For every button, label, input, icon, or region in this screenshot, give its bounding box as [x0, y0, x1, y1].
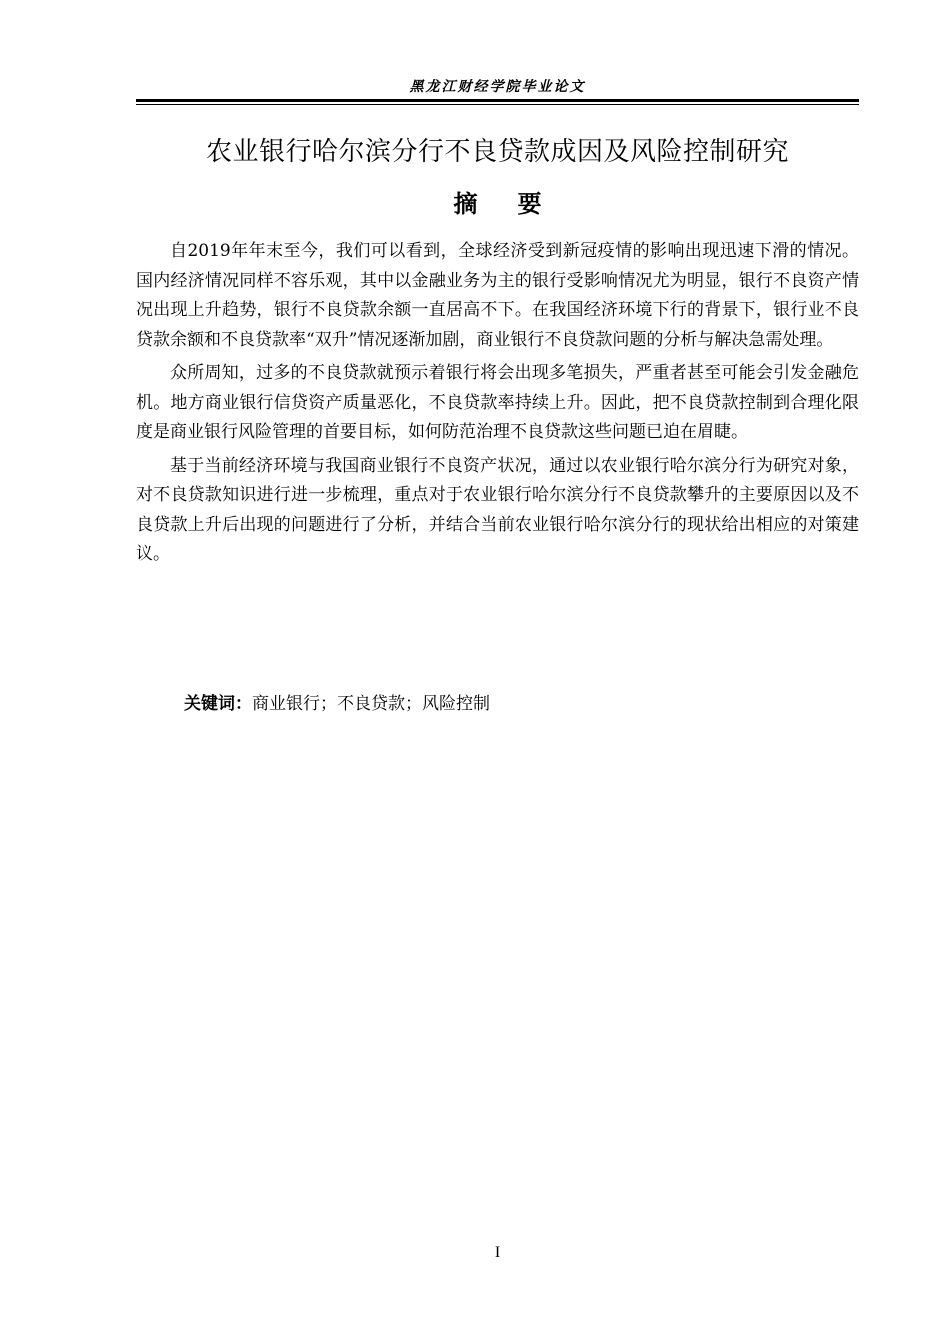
running-header: 黑龙江财经学院毕业论文: [409, 79, 586, 95]
abstract-paragraph-3: 基于当前经济环境与我国商业银行不良资产状况，通过以农业银行哈尔滨分行为研究对象，对不良贷款知识进行进一步梳理，重点对于农业银行哈尔滨分行不良贷款攀升的主要原因以及不良贷款上升后出现的问题进行了分析，并结合当前农业银行哈尔滨分行的现状给出相应的对策建议。: [136, 455, 859, 564]
keywords-line: [184, 690, 859, 718]
header-rule-thin: [136, 104, 859, 105]
keywords-value: 商业银行；不良贷款；风险控制: [252, 694, 490, 714]
abstract-body: [136, 237, 859, 574]
abstract-paragraph-2: 众所周知，过多的不良贷款就预示着银行将会出现多笔损失，严重者甚至可能会引发金融危机。地方商业银行信贷资产质量恶化，不良贷款率持续上升。因此，把不良贷款控制到合理化限度是商业银行风险管理的首要目标，如何防范治理不良贷款这些问题已迫在眉睫。: [136, 363, 859, 442]
page-number: I: [494, 1244, 501, 1261]
header-rule-thick: [136, 99, 859, 102]
keywords-label: 关键词：: [184, 694, 252, 714]
abstract-paragraph-1: 自2019年年末至今，我们可以看到，全球经济受到新冠疫情的影响出现迅速下滑的情况。国内经济情况同样不容乐观，其中以金融业务为主的银行受影响情况尤为明显，银行不良资产情况出现上升趋势，银行不良贷款余额一直居高不下。在我国经济环境下行的背景下，银行业不良贷款余额和不良贷款率“双升”情况逐渐加剧，商业银行不良贷款问题的分析与解决急需处理。: [136, 241, 859, 350]
abstract-heading: 摘要: [453, 190, 582, 218]
thesis-title: 农业银行哈尔滨分行不良贷款成因及风险控制研究: [205, 137, 789, 167]
